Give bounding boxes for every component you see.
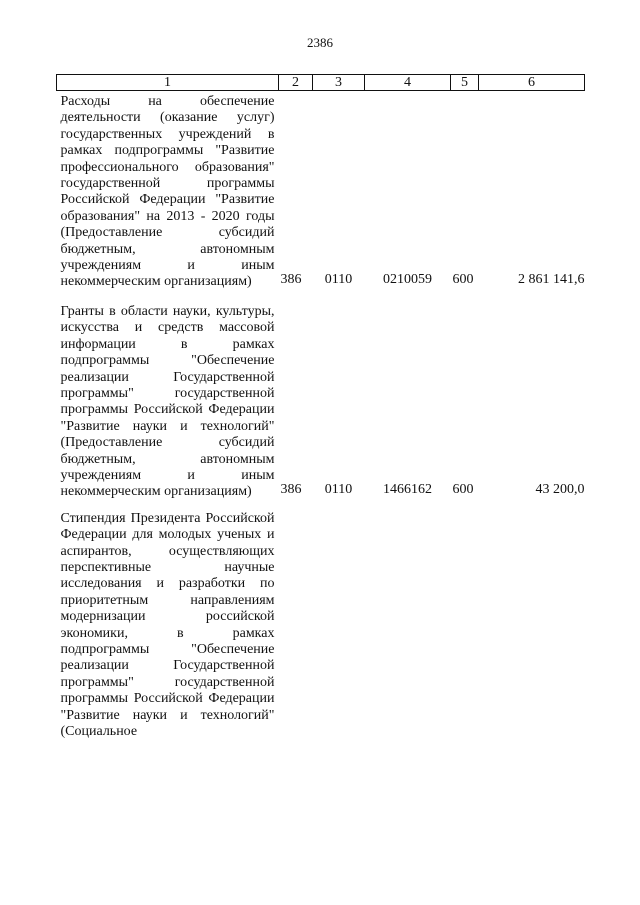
page-number: 2386	[307, 35, 333, 50]
table-body	[57, 91, 585, 741]
row-ministry-code: 386	[280, 482, 302, 498]
header-col-2: 2	[279, 75, 313, 91]
row-section-code: 0110	[324, 482, 353, 498]
row-target-code: 0210059	[383, 272, 432, 288]
row-expense-type	[451, 511, 479, 741]
table-row	[57, 301, 585, 501]
header-col-5: 5	[451, 75, 479, 91]
row-description: Расходы на обеспечение деятельности (оказание услуг) государственных учреждений в рамках подпрограммы "Развитие профессионального образования" государственной программы Российской Федерации "Развитие образования" на 2013 - 2020 годы (Предоставление субсидий бюджетным, автономным учреждениям и иным некоммерческим организациям)	[60, 94, 275, 290]
row-expense-type: 600	[452, 272, 474, 288]
table-row	[57, 91, 585, 291]
header-col-6: 6	[479, 75, 585, 91]
header-col-3: 3	[313, 75, 365, 91]
row-ministry-code: 386	[280, 272, 302, 288]
budget-table	[56, 74, 585, 740]
row-section-code	[313, 511, 365, 741]
row-spacer	[57, 291, 585, 301]
row-description: Гранты в области науки, культуры, искусства и средств массовой информации в рамках подпрограммы "Обеспечение реализации Государственной программы" государственной программы Российской Федерации "Развитие науки и технологий" (Предоставление субсидий бюджетным, автономным учреждениям и иным некоммерческим организациям)	[60, 303, 275, 500]
header-row	[57, 75, 585, 91]
table-row	[57, 511, 585, 741]
row-target-code	[365, 511, 451, 741]
row-amount: 43 200,0	[535, 482, 585, 498]
row-description: Стипендия Президента Российской Федерации для молодых ученых и аспирантов, осуществляющих перспективные научные исследования и разработки по приоритетным направлениям модернизации российской экономики, в рамках подпрограммы "Обеспечение реализации Государственной программы" государственной программы Российской Федерации "Развитие науки и технологий" (Социальное	[60, 510, 275, 740]
row-spacer	[57, 501, 585, 511]
row-expense-type: 600	[452, 482, 474, 498]
header-col-1: 1	[57, 75, 279, 91]
row-section-code: 0110	[324, 272, 353, 288]
row-target-code: 1466162	[383, 482, 432, 498]
row-amount: 2 861 141,6	[518, 272, 585, 288]
row-ministry-code	[279, 511, 313, 741]
header-col-4: 4	[365, 75, 451, 91]
table-header	[57, 75, 585, 91]
row-amount	[479, 511, 585, 741]
